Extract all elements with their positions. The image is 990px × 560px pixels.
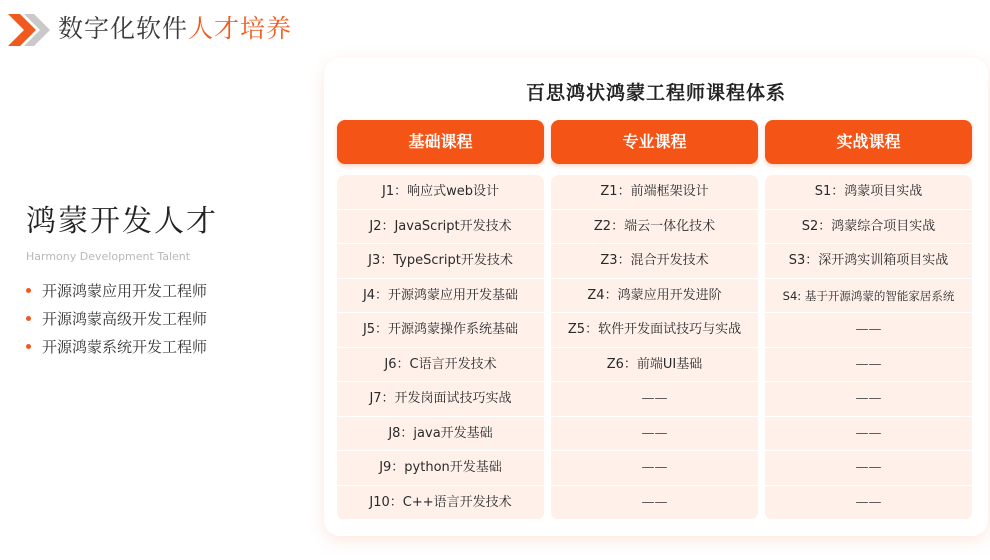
course-item: J9：python开发基础 <box>337 451 544 486</box>
bullet-dot-icon <box>26 344 31 349</box>
bullet-dot-icon <box>26 316 31 321</box>
column-body <box>551 175 758 520</box>
course-item: J6：C语言开发技术 <box>337 348 544 383</box>
course-item: J1：响应式web设计 <box>337 175 544 210</box>
course-item: J3：TypeScript开发技术 <box>337 244 544 279</box>
course-item-empty: —— <box>551 382 758 417</box>
course-item: S1：鸿蒙项目实战 <box>765 175 972 210</box>
talent-list-item-label: 开源鸿蒙系统开发工程师 <box>42 338 208 356</box>
talent-title: 鸿蒙开发人才 <box>26 204 218 239</box>
course-item: Z3：混合开发技术 <box>551 244 758 279</box>
slide-header <box>0 0 400 60</box>
talent-list-item <box>26 305 316 333</box>
course-item: J5：开源鸿蒙操作系统基础 <box>337 313 544 348</box>
course-item: J4：开源鸿蒙应用开发基础 <box>337 279 544 314</box>
course-item-empty: —— <box>551 486 758 521</box>
course-item: Z1：前端框架设计 <box>551 175 758 210</box>
talent-list-item-label: 开源鸿蒙高级开发工程师 <box>42 310 208 328</box>
course-item-empty: —— <box>765 348 972 383</box>
course-item: J8：java开发基础 <box>337 417 544 452</box>
course-column-basic <box>337 120 544 520</box>
course-column-practice <box>765 120 972 520</box>
course-system-card <box>324 58 988 536</box>
page-title-accent: 人才培养 <box>188 14 293 43</box>
course-item-empty: —— <box>765 313 972 348</box>
course-item-empty: —— <box>765 382 972 417</box>
course-item: Z4：鸿蒙应用开发进阶 <box>551 279 758 314</box>
bullet-dot-icon <box>26 288 31 293</box>
course-item: S3：深开鸿实训箱项目实战 <box>765 244 972 279</box>
double-chevron-icon <box>6 10 50 50</box>
course-system-title: 百思鸿状鸿蒙工程师课程体系 <box>525 82 786 104</box>
talent-panel <box>26 200 316 361</box>
talent-list-item-label: 开源鸿蒙应用开发工程师 <box>42 282 208 300</box>
course-item: J7：开发岗面试技巧实战 <box>337 382 544 417</box>
course-item: Z6：前端UI基础 <box>551 348 758 383</box>
course-item-empty: —— <box>765 486 972 521</box>
column-body <box>765 175 972 520</box>
course-item-empty: —— <box>765 451 972 486</box>
column-heading: 基础课程 <box>337 120 544 164</box>
course-item: S2：鸿蒙综合项目实战 <box>765 210 972 245</box>
course-item: S4: 基于开源鸿蒙的智能家居系统 <box>765 279 972 314</box>
talent-list <box>26 277 316 361</box>
course-item: Z5：软件开发面试技巧与实战 <box>551 313 758 348</box>
course-column-professional <box>551 120 758 520</box>
column-heading: 专业课程 <box>551 120 758 164</box>
course-item-empty: —— <box>551 417 758 452</box>
page-title-dark: 数字化软件 <box>58 14 189 43</box>
column-body <box>337 175 544 520</box>
course-item: J2：JavaScript开发技术 <box>337 210 544 245</box>
course-item-empty: —— <box>765 417 972 452</box>
column-heading: 实战课程 <box>765 120 972 164</box>
talent-list-item <box>26 277 316 305</box>
course-item: Z2：端云一体化技术 <box>551 210 758 245</box>
page-title <box>58 12 292 46</box>
talent-subtitle: Harmony Development Talent <box>26 250 191 263</box>
course-item-empty: —— <box>551 451 758 486</box>
course-item: J10：C++语言开发技术 <box>337 486 544 521</box>
talent-list-item <box>26 333 316 361</box>
